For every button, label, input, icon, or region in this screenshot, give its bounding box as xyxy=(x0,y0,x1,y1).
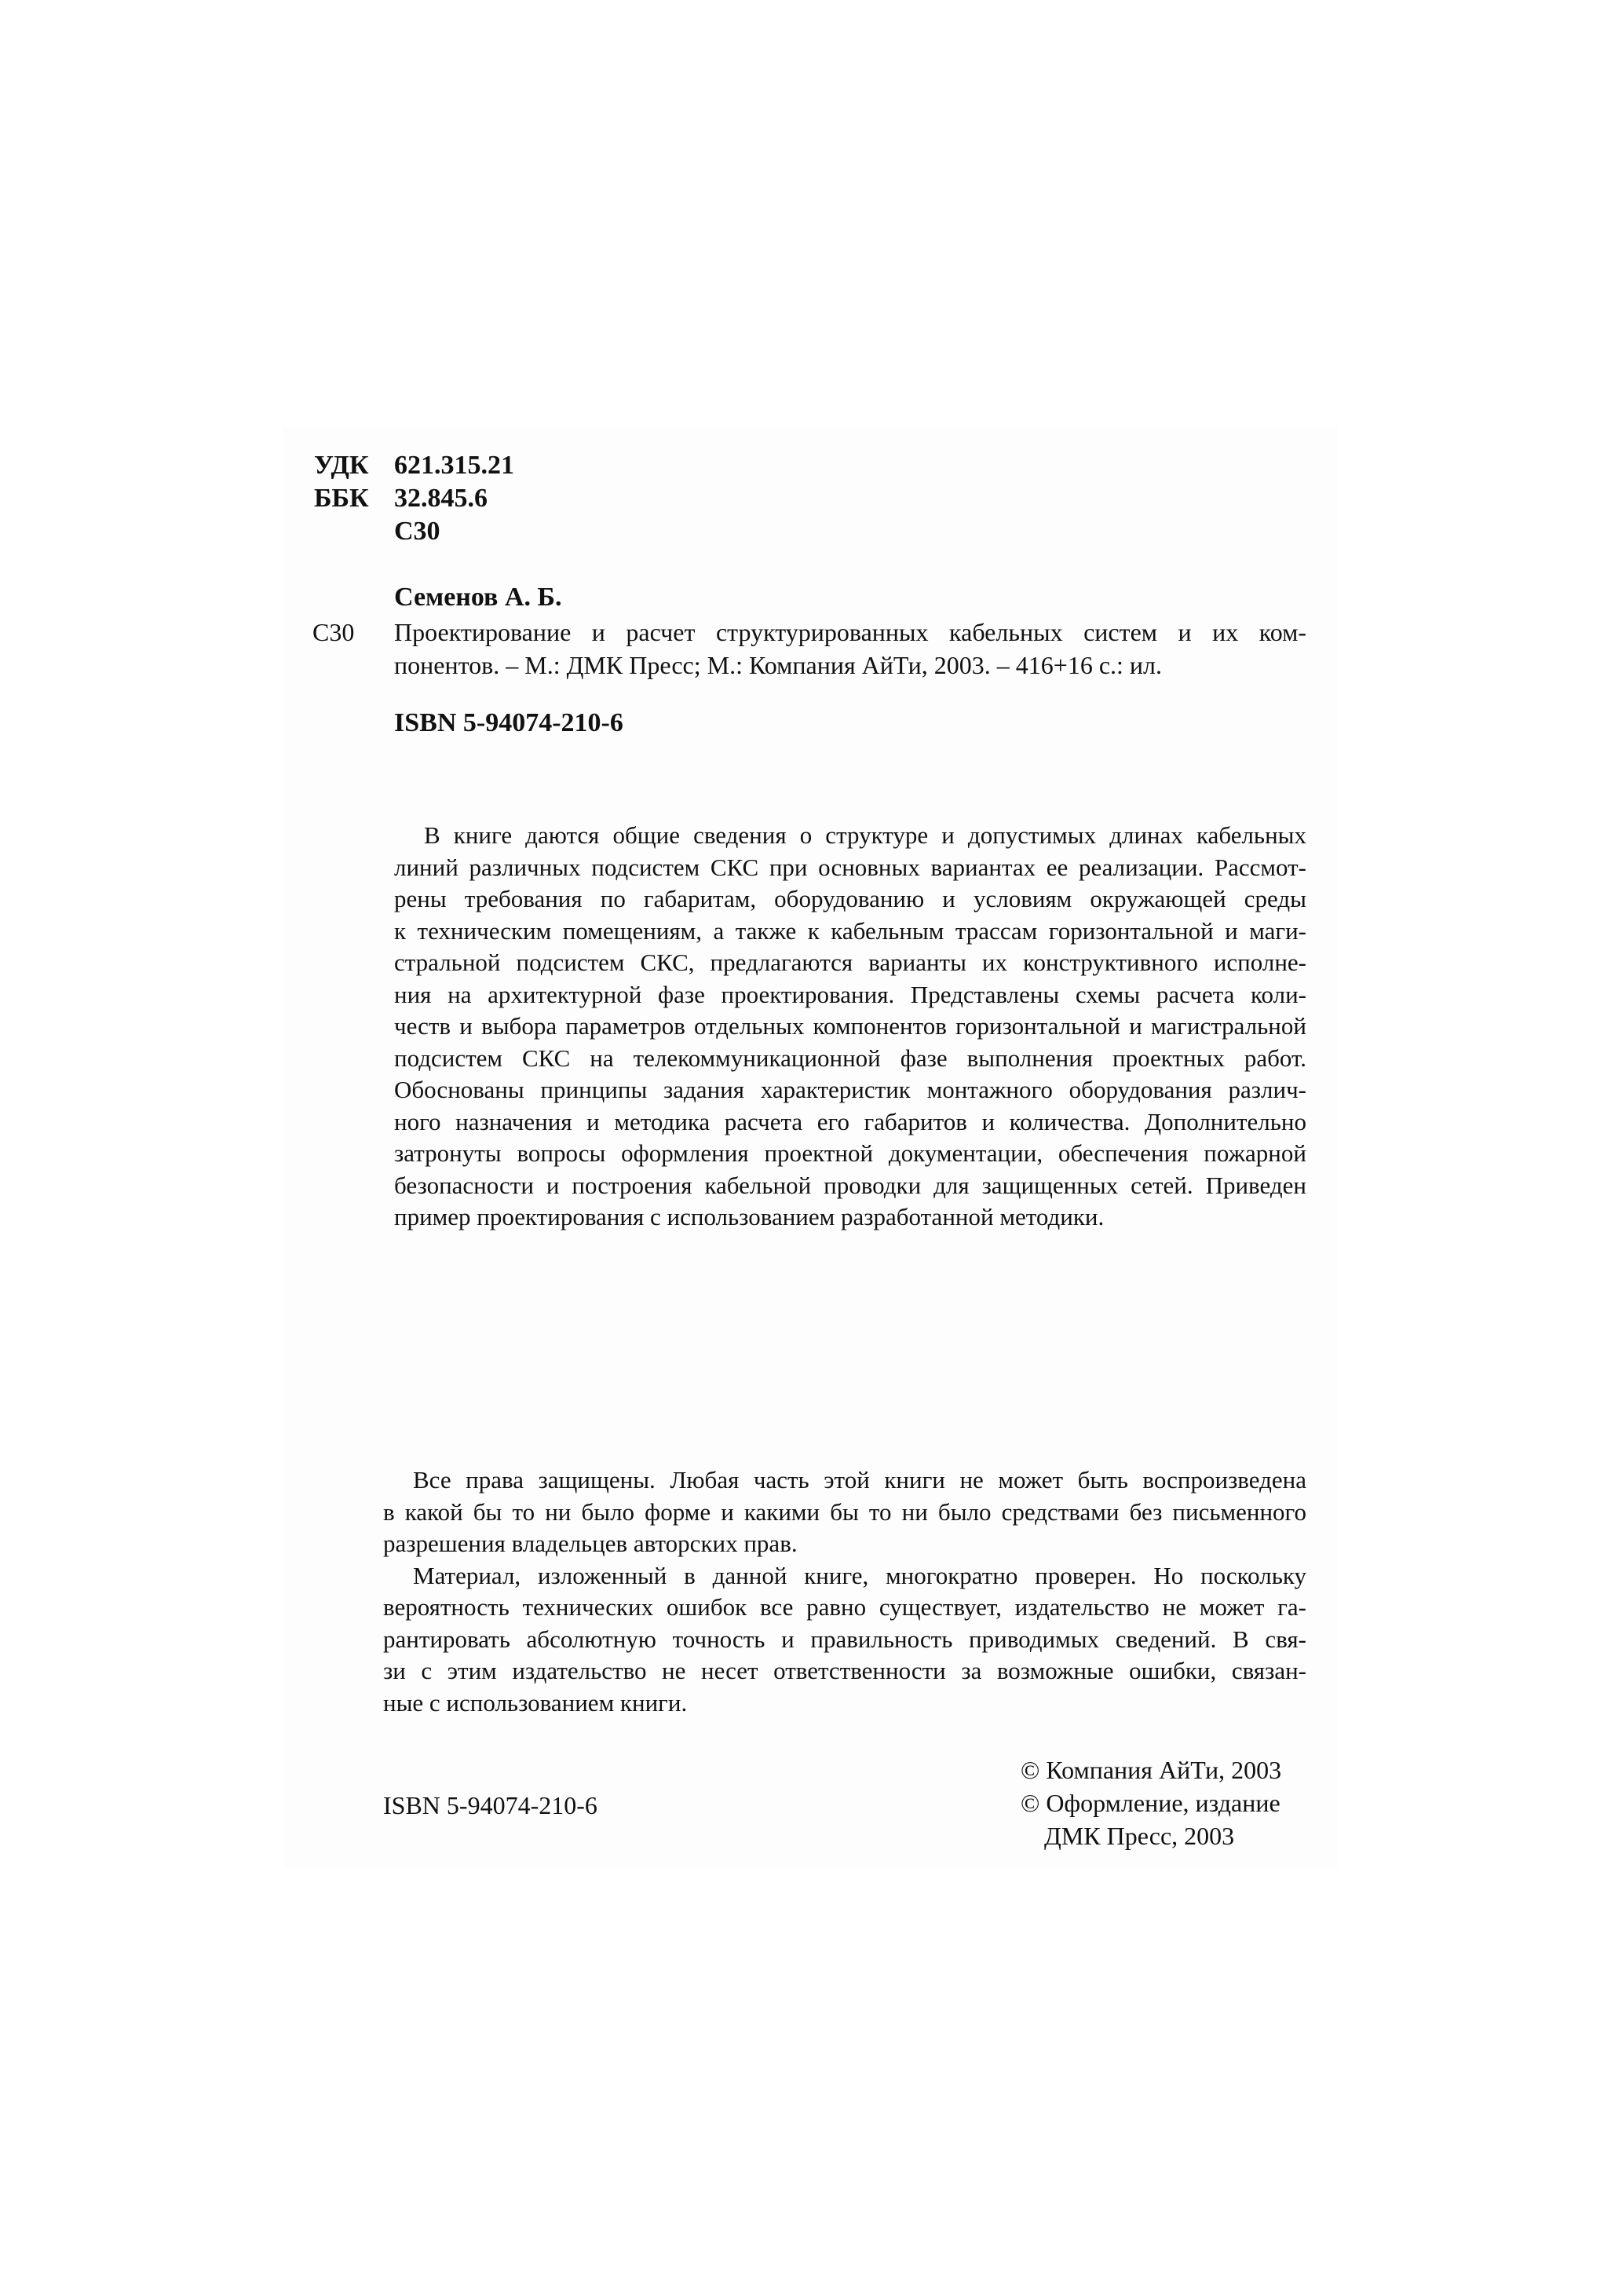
rights-line: ные с использованием книги. xyxy=(383,1688,688,1717)
abstract-line: линий различных подсистем СКС при основных вариантах ее реализации. Рассмот- xyxy=(394,853,1306,881)
bbk-label: ББК xyxy=(314,484,369,513)
rights-line: рантировать абсолютную точность и правильность приводимых сведений. В свя- xyxy=(383,1625,1306,1653)
author-mark-side: С30 xyxy=(312,618,355,646)
udk-row xyxy=(0,449,1622,482)
abstract-line: безопасности и построения кабельной проводки для защищенных сетей. Приведен xyxy=(394,1171,1306,1199)
abstract-line: к техническим помещениям, а также к кабельным трассам горизонтальной и маги- xyxy=(394,916,1306,945)
abstract xyxy=(394,820,1306,1234)
author-mark-row xyxy=(0,515,1622,548)
abstract-line: честв и выбора параметров отдельных компонентов горизонтальной и магистральной xyxy=(394,1012,1306,1040)
udk-value: 621.315.21 xyxy=(394,451,514,480)
abstract-line: ного назначения и методика расчета его габаритов и количества. Дополнительно xyxy=(394,1107,1306,1135)
rights-line: зи с этим издательство не несет ответственности за возможные ошибки, связан- xyxy=(383,1657,1306,1684)
abstract-line: ния на архитектурной фазе проектирования. Представлены схемы расчета коли- xyxy=(394,980,1306,1008)
abstract-line: пример проектирования с использованием разработанной методики. xyxy=(394,1203,1105,1230)
copyright-block xyxy=(1021,1753,1281,1852)
abstract-line: затронуты вопросы оформления проектной документации, обеспечения пожарной xyxy=(394,1139,1306,1167)
isbn-bold: ISBN 5-94074-210-6 xyxy=(394,708,623,737)
rights-line: разрешения владельцев авторских прав. xyxy=(383,1530,798,1557)
copyright-line: ДМК Пресс, 2003 xyxy=(1044,1822,1235,1850)
rights-line: Все права защищены. Любая часть этой книги не может быть воспроизведена xyxy=(413,1466,1306,1493)
bbk-row xyxy=(0,482,1622,515)
abstract-line: Обоснованы принципы задания характеристик монтажного оборудования различ- xyxy=(394,1076,1306,1103)
abstract-line: рены требования по габаритам, оборудованию и условиям окружающей среды xyxy=(394,885,1306,912)
biblio-line: Проектирование и расчет структурированных кабельных систем и их ком- xyxy=(394,618,1306,646)
isbn-footer: ISBN 5-94074-210-6 xyxy=(383,1791,597,1819)
rights-notice xyxy=(383,1464,1306,1719)
biblio-line: понентов. – М.: ДМК Пресс; М.: Компания АйТи, 2003. – 416+16 с.: ил. xyxy=(394,651,1162,679)
abstract-line: подсистем СКС на телекоммуникационной фазе выполнения проектных работ. xyxy=(394,1044,1306,1072)
copyright-line: © Компания АйТи, 2003 xyxy=(1021,1756,1282,1784)
rights-line: Материал, изложенный в данной книге, многократно проверен. Но поскольку xyxy=(413,1561,1306,1589)
rights-line: вероятность технических ошибок все равно существует, издательство не может га- xyxy=(383,1593,1306,1621)
udk-label: УДК xyxy=(314,451,369,480)
author-name: Семенов А. Б. xyxy=(394,583,562,612)
copyright-line: © Оформление, издание xyxy=(1021,1789,1280,1817)
abstract-line: стральной подсистем СКС, предлагаются варианты их конструктивного исполне- xyxy=(394,949,1306,976)
bbk-value: 32.845.6 xyxy=(394,484,488,513)
abstract-line: В книге даются общие сведения о структуре и допустимых длинах кабельных xyxy=(424,821,1306,849)
author-mark-code: С30 xyxy=(394,517,440,546)
rights-line: в какой бы то ни было форме и какими бы то ни было средствами без письменного xyxy=(383,1497,1306,1526)
bibliographic-description xyxy=(394,616,1306,682)
